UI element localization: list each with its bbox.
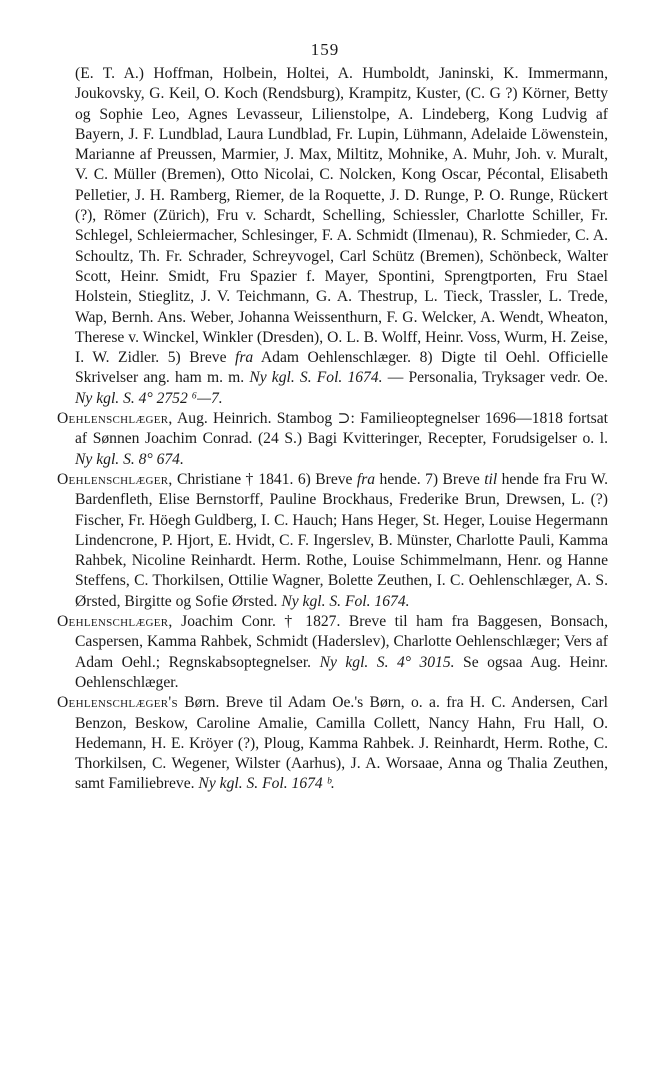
continued-entry-text: (E. T. A.) Hoffman, Holbein, Holtei, A. Humboldt, Janinski, K. Immermann, Joukovsky, G. Keil, O. Koch (Rendsburg), Krampitz, Kuster, (C. G ?) Körner, Betty og Sophie Leo, Agnes Levasseur, Lilienstolpe, A. Lindeberg, Kong Ludvig af Bayern, J. F. Lundblad, Laura Lundblad, Fr. Lupin, Lühmann, Adelaide Löwenstein, Marianne af Preussen, Marmier, J. Max, Miltitz, Mohnike, A. Muhr, Joh. v. Muralt, V. C. Müller (Bremen), Otto Nicolai, C. Nolcken, Kong Oscar, Pécontal, Elisabeth Pelletier, J. H. Ramberg, Riemer, de la Roquette, J. D. Runge, P. O. Runge, Rückert (?), Römer (Zürich), Fru v. Schardt, Schelling, Schiessler, Charlotte Schiller, Fr. Schlegel, Schleiermacher, Schlesinger, F. A. Schmidt (Ilmenau), R. Schmieder, C. A. Schoultz, Th. Fr. Schrader, Schreyvogel, Carl Schütz (Bremen), Schönbeck, Walter Scott, Heinr. Smidt, Fru Spazier f. Mayer, Spontini, Sprengtporten, Fru Stael Holstein, Stieglitz, J. V. Teichmann, G. A. Thestrup, L. Tieck, Trassler, L. Trede, Wap, Bernh. Ans. Weber, Johanna Weissenthurn, F. G. Welcker, A. Wendt, Wheaton, Therese v. Winckel, Winkler (Dresden), O. L. B. Wolff, Heinr. Voss, Wurm, H. Zeise, I. W. Zidler. [75,65,608,367]
catalog-entry [57,612,608,693]
continued-entry [57,64,608,409]
entry-text-mid: hende. 7) Breve [375,470,485,488]
catalog-body [57,64,608,795]
entry-heading: Oehlenschlæger, [57,470,173,488]
catalog-entry [57,470,608,612]
item-5-fra: fra [235,349,254,367]
entry-emphasis: fra [356,470,376,488]
entry-reference: Ny kgl. S. Fol. 1674 ᵇ. [198,775,335,793]
entry-text: Børn. Breve til Adam Oe.'s Børn, o. a. fra H. C. Andersen, Carl Benzon, Beskow, Caroline Amalie, Camilla Collett, Nancy Hahn, Fru Hall, O. Hedemann, H. E. Kröyer (?), Ploug, Kamma Rahbek. J. Reinhardt, Herm. Rothe, C. Thorkilsen, C. Wegener, Wilster (Aarhus), J. A. Worsaae, Anna og Thalia Zeuthen, samt Familiebreve. [75,694,608,793]
entry-text: Christiane † 1841. 6) Breve [172,470,357,488]
entry-text-end: hende fra Fru W. Bardenfleth, Elise Bernstorff, Pauline Brockhaus, Frederike Brun, Drewsen, L. (?) Fischer, Fr. Höegh Guldberg, I. C. Hauch; Hans Heger, St. Heger, Louise Hegermann Lindencrone, P. Hjort, E. Hvidt, C. F. Ingerslev, B. Münster, Charlotte Pauli, Kamma Rahbek, Nicoline Reinhardt. Herm. Rothe, Louise Schimmelmann, Henr. og Hanne Steffens, C. Thorkilsen, Ottilie Wagner, Bolette Zeuthen, I. C. Oehlenschlæger, A. S. Ørsted, Birgitte og Sofie Ørsted. [75,470,609,610]
entry-text-end: Se ogsaa Aug. Heinr. Oehlenschlæger. [75,653,608,691]
entry-reference: Ny kgl. S. 4° 3015. [319,653,455,671]
entry-text: Joachim Conr. † 1827. Breve til ham fra Baggesen, Bonsach, Caspersen, Kamma Rahbek, Schmidt (Haderslev), Charlotte Oehlenschlæger; Vers af Adam Oehl.; Regnskabsoptegnelser. [75,613,608,671]
item-5-text: 5) Breve [167,349,236,367]
entry-reference: Ny kgl. S. Fol. 1674. [281,592,410,610]
entry-emphasis: til [484,470,498,488]
item-5-reference: Ny kgl. S. Fol. 1674. [249,369,383,387]
entry-heading: Oehlenschlæger, [57,613,173,631]
entry-heading: Oehlenschlæger's [57,694,178,712]
catalog-entry [57,409,608,470]
catalog-entry [57,693,608,794]
item-5-text-b: Adam Oehlenschlæger. 8) Digte til Oehl. Officielle Skrivelser ang. ham m. m. [75,349,608,387]
entry-heading: Oehlenschlæger, [57,410,173,428]
entry-text: Aug. Heinrich. Stambog ⊃: Familieoptegnelser 1696—1818 fortsat af Sønnen Joachim Conrad. (24 S.) Bagi Kvitteringer, Recepter, Forudsigelser o. l. [75,410,608,448]
page-number: 159 [310,40,340,59]
item-5-text-c: — Personalia, Tryksager vedr. Oe. [382,369,608,387]
entry-reference: Ny kgl. S. 8° 674. [75,450,184,468]
item-5-reference-2: Ny kgl. S. 4° 2752 ⁶—7. [75,389,223,407]
